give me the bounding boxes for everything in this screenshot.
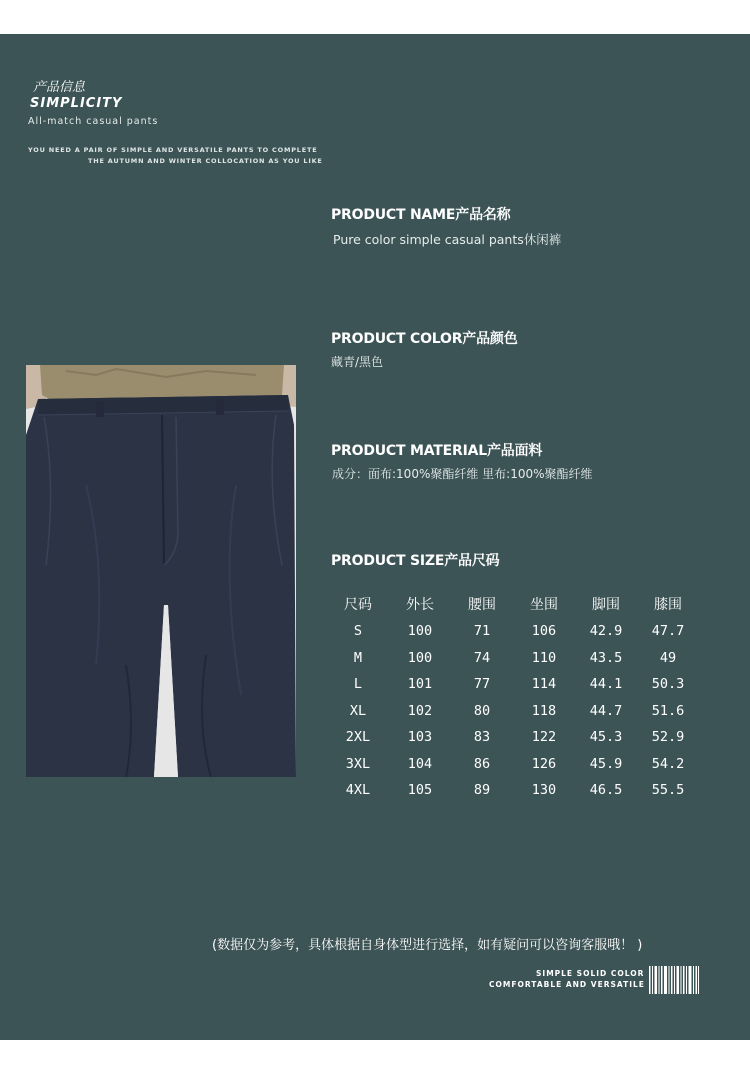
table-cell: 118 xyxy=(531,702,557,719)
header-hem: 脚围 xyxy=(592,597,620,613)
header-length: 外长 xyxy=(406,597,434,613)
size-table-body xyxy=(327,618,699,804)
tagline-line-2: THE AUTUMN AND WINTER COLLOCATION AS YOU LIKE xyxy=(88,157,323,165)
table-cell: M xyxy=(353,649,363,666)
table-cell: 43.5 xyxy=(589,649,623,666)
product-color-value: 藏青/黑色 xyxy=(331,355,384,369)
table-cell: L xyxy=(353,676,363,693)
product-color-title: PRODUCT COLOR产品颜色 xyxy=(331,331,518,347)
table-row xyxy=(327,724,699,751)
table-cell: 74 xyxy=(473,649,491,666)
table-cell: 130 xyxy=(531,782,557,799)
table-cell: S xyxy=(353,623,363,640)
header-subtitle: All-match casual pants xyxy=(28,116,159,127)
table-cell: 42.9 xyxy=(589,623,623,640)
table-cell: 44.1 xyxy=(589,676,623,693)
table-cell: 100 xyxy=(407,649,433,666)
product-name-title: PRODUCT NAME产品名称 xyxy=(331,207,511,223)
table-cell: 102 xyxy=(407,702,433,719)
table-cell: 3XL xyxy=(345,755,371,772)
product-photo xyxy=(26,365,296,777)
table-cell: 80 xyxy=(473,702,491,719)
table-cell: 2XL xyxy=(345,729,371,746)
table-row xyxy=(327,698,699,725)
table-cell: 106 xyxy=(531,623,557,640)
size-table-header-row xyxy=(327,590,699,618)
tagline-line-1: YOU NEED A PAIR OF SIMPLE AND VERSATILE PANTS TO COMPLETE xyxy=(28,146,318,154)
table-cell: 110 xyxy=(531,649,557,666)
header-knee: 膝围 xyxy=(654,597,682,613)
product-size-title: PRODUCT SIZE产品尺码 xyxy=(331,553,500,569)
table-cell: 49 xyxy=(659,649,677,666)
size-table xyxy=(327,590,699,804)
table-cell: 54.2 xyxy=(651,755,685,772)
table-cell: 101 xyxy=(407,676,433,693)
table-cell: 89 xyxy=(473,782,491,799)
table-cell: 45.9 xyxy=(589,755,623,772)
table-cell: 105 xyxy=(407,782,433,799)
header-title-en: SIMPLICITY xyxy=(30,96,123,111)
table-cell: 86 xyxy=(473,755,491,772)
product-material-value: 成分：面布:100%聚酯纤维 里布:100%聚酯纤维 xyxy=(332,467,593,481)
table-cell: 47.7 xyxy=(651,623,685,640)
table-cell: 51.6 xyxy=(651,702,685,719)
header-title-cn: 产品信息 xyxy=(33,80,86,95)
footer-line-2: COMFORTABLE AND VERSATILE xyxy=(489,980,645,989)
table-cell: 83 xyxy=(473,729,491,746)
table-cell: 126 xyxy=(531,755,557,772)
table-cell: 46.5 xyxy=(589,782,623,799)
table-cell: 114 xyxy=(531,676,557,693)
table-cell: 50.3 xyxy=(651,676,685,693)
table-cell: 44.7 xyxy=(589,702,623,719)
table-cell: 104 xyxy=(407,755,433,772)
size-disclaimer: (数据仅为参考，具体根据自身体型进行选择，如有疑问可以咨询客服哦！ ) xyxy=(212,938,643,953)
footer-line-1: SIMPLE SOLID COLOR xyxy=(536,969,645,978)
table-cell: 52.9 xyxy=(651,729,685,746)
table-cell: 122 xyxy=(531,729,557,746)
table-cell: 100 xyxy=(407,623,433,640)
table-cell: XL xyxy=(349,702,367,719)
product-material-title: PRODUCT MATERIAL产品面料 xyxy=(331,443,543,459)
table-cell: 103 xyxy=(407,729,433,746)
table-row xyxy=(327,618,699,645)
table-row xyxy=(327,671,699,698)
table-cell: 4XL xyxy=(345,782,371,799)
table-cell: 77 xyxy=(473,676,491,693)
header-hip: 坐围 xyxy=(530,597,558,613)
info-panel xyxy=(0,34,750,1040)
header-waist: 腰围 xyxy=(468,597,496,613)
header-size: 尺码 xyxy=(344,597,372,613)
table-row xyxy=(327,645,699,672)
table-cell: 55.5 xyxy=(651,782,685,799)
barcode-icon xyxy=(648,966,700,994)
product-name-value: Pure color simple casual pants休闲裤 xyxy=(333,232,562,247)
table-cell: 71 xyxy=(473,623,491,640)
table-cell: 45.3 xyxy=(589,729,623,746)
table-row xyxy=(327,777,699,804)
table-row xyxy=(327,751,699,778)
